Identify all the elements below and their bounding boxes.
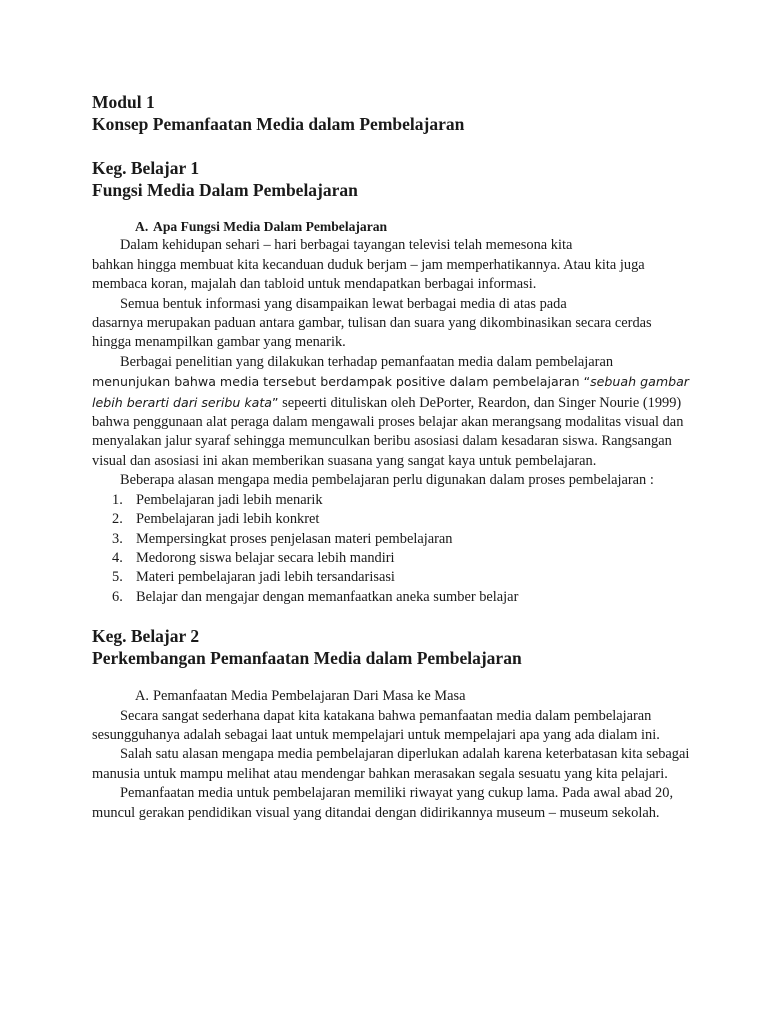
keg1-section-title: Apa Fungsi Media Dalam Pembelajaran: [153, 219, 388, 234]
keg1-paragraph-1: [92, 236, 652, 255]
keg1-section-heading: [92, 217, 692, 236]
keg1-paragraph-3-cont: [92, 372, 692, 471]
keg1-paragraph-1-cont: bahkan hingga membuat kita kecanduan duduk berjam – jam memperhatikannya. Atau kita juga membaca koran, majalah dan tabloid untuk mendapatkan berbagai informasi.: [92, 256, 645, 293]
list-item-text: Mempersingkat proses penjelasan materi pembelajaran: [136, 530, 453, 547]
keg1-paragraph-2-cont: dasarnya merupakan paduan antara gambar, tulisan dan suara yang dikombinasikan secara cerdas hingga menampilkan gambar yang menarik.: [92, 315, 652, 351]
list-item: [92, 568, 692, 587]
keg2-section-heading: [92, 687, 692, 706]
keg2-section-label: A.: [135, 688, 149, 705]
keg2-paragraph-3: Pemanfaatan media untuk pembelajaran memiliki riwayat yang cukup lama. Pada awal abad 20, muncul gerakan pendidikan visual yang ditandai dengan didirikannya museum – museum sekolah.: [92, 785, 674, 821]
keg2-paragraph-1: Secara sangat sederhana dapat kita katakana bahwa pemanfaatan media dalam pembelajaran sesungguhanya adalah sebagai laat untuk mempelajari untuk mempelajari apa yang ada dialam ini.: [92, 707, 660, 743]
list-item: [92, 510, 692, 529]
list-item-text: Belajar dan mengajar dengan memanfaatkan aneka sumber belajar: [136, 588, 519, 605]
keg1-p3-rest: sepeerti dituliskan oleh DePorter, Reardon, dan Singer Nourie (1999) bahwa penggunaan alat peraga dalam mengawali proses belajar akan merangsang modalitas visual dan menyalakan jalur syaraf sehingga memunculkan beribu asosiasi dalam kesadaran siswa. Rangsangan visual dan asosiasi ini akan memberikan suasana yang sangat kaya untuk pembelajaran.: [92, 394, 684, 469]
keg1-p3-sans-text: menunjukan bahwa media tersebut berdampak positive dalam pembelajaran “: [92, 374, 591, 390]
keg1-p3-quote-close: ”: [272, 394, 279, 410]
modul-subtitle: Konsep Pemanfaatan Media dalam Pembelajaran: [92, 114, 465, 134]
keg1-paragraph-4: Beberapa alasan mengapa media pembelajaran perlu digunakan dalam proses pembelajaran :: [120, 472, 654, 489]
keg1-paragraph-2: Semua bentuk informasi yang disampaikan lewat berbagai media di atas pada: [120, 295, 567, 312]
list-item-text: Pembelajaran jadi lebih konkret: [136, 511, 320, 528]
keg2-subtitle: Perkembangan Pemanfaatan Media dalam Pembelajaran: [92, 648, 522, 669]
document-page: [92, 91, 692, 823]
list-item-number: 1.: [112, 491, 123, 508]
keg1-p1-first: Dalam kehidupan sehari – hari berbagai tayangan televisi telah memesona kita: [120, 237, 573, 254]
list-item-text: Pembelajaran jadi lebih menarik: [136, 491, 323, 508]
list-item-number: 6.: [112, 588, 123, 605]
keg1-paragraph-3: Berbagai penelitian yang dilakukan terhadap pemanfaatan media dalam pembelajaran: [120, 353, 614, 370]
list-item-text: Materi pembelajaran jadi lebih tersandarisasi: [136, 569, 395, 586]
keg1-p3-quote: sebuah gambar lebih berarti dari seribu kata: [92, 374, 689, 410]
reasons-list: [92, 491, 692, 607]
keg1-subtitle: Fungsi Media Dalam Pembelajaran: [92, 180, 358, 200]
keg2-section-title: Pemanfaatan Media Pembelajaran Dari Masa ke Masa: [153, 688, 466, 705]
list-item: [92, 530, 692, 549]
list-item: [92, 549, 692, 568]
list-item: [92, 588, 692, 607]
list-item-text: Medorong siswa belajar secara lebih mandiri: [136, 549, 395, 566]
keg1-section-label: A.: [135, 219, 149, 234]
keg1-title: Keg. Belajar 1: [92, 158, 200, 178]
list-item-number: 3.: [112, 530, 123, 547]
list-item-number: 2.: [112, 511, 123, 528]
keg2-title: Keg. Belajar 2: [92, 626, 200, 647]
keg2-paragraph-2: Salah satu alasan mengapa media pembelajaran diperlukan adalah karena keterbatasan kita sebagai manusia untuk mampu melihat atau mendengar bahkan merasakan segala sesuatu yang kita pelajari.: [92, 746, 690, 782]
modul-title: Modul 1: [92, 92, 155, 112]
list-item: [92, 491, 692, 510]
list-item-number: 5.: [112, 569, 123, 586]
list-item-number: 4.: [112, 549, 123, 566]
